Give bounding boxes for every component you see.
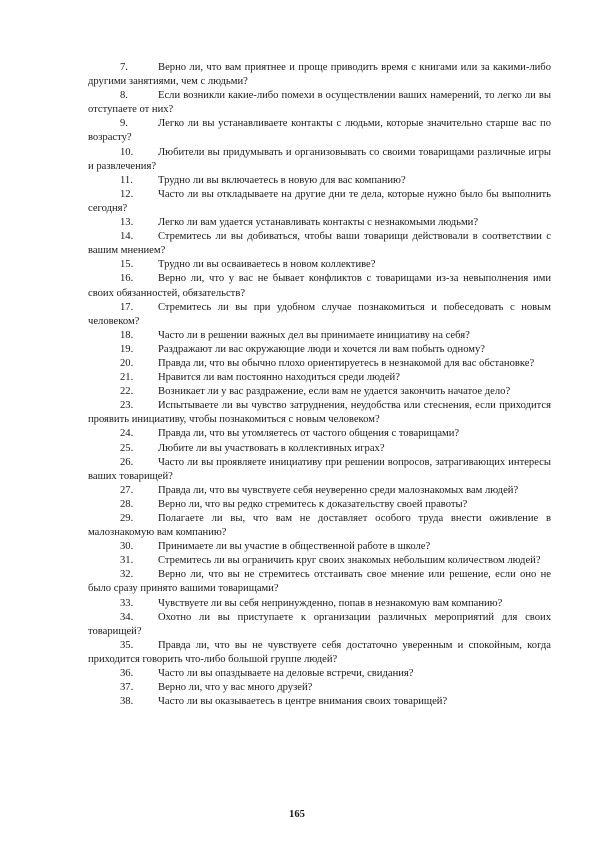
- question-text: Верно ли, что вам приятнее и проще приводить время с книгами или за какими-либо другими занятиями, чем с людьми?: [88, 62, 551, 88]
- question-number: 22.: [120, 386, 134, 398]
- question-number: 11.: [120, 174, 133, 186]
- question-text: Стремитесь ли вы добиваться, чтобы ваши товарищи действовали в соответствии с вашим мнением?: [88, 231, 551, 257]
- question-text: Верно ли, что у вас не бывает конфликтов с товарищами из-за невыполнения ими своих обязанностей, обязательств?: [88, 273, 551, 299]
- question-text: Любите ли вы участвовать в коллективных играх?: [158, 442, 385, 454]
- question-number: 33.: [120, 597, 134, 609]
- question-number: 7.: [120, 62, 128, 73]
- question-number: 37.: [120, 682, 134, 694]
- question-text: Правда ли, что вы обычно плохо ориентируетесь в незнакомой для вас обстановке?: [158, 357, 535, 369]
- question-item: [88, 554, 551, 568]
- question-item: [88, 61, 551, 89]
- question-text: Верно ли, что у вас много друзей?: [158, 682, 313, 694]
- page-number: 165: [289, 809, 305, 820]
- question-item: [88, 258, 551, 272]
- question-number: 18.: [120, 329, 134, 341]
- question-item: [88, 639, 551, 667]
- question-item: [88, 188, 551, 216]
- question-number: 34.: [120, 611, 134, 623]
- question-item: [88, 216, 551, 230]
- question-number: 21.: [120, 372, 134, 384]
- question-item: [88, 442, 551, 456]
- question-number: 38.: [120, 696, 134, 708]
- question-item: [88, 272, 551, 300]
- question-text: Стремитесь ли вы ограничить круг своих знакомых небольшим количеством людей?: [158, 555, 541, 567]
- question-item: [88, 667, 551, 681]
- question-number: 24.: [120, 428, 134, 440]
- question-item: [88, 695, 551, 709]
- question-item: [88, 568, 551, 596]
- question-item: [88, 329, 551, 343]
- question-text: Часто ли вы проявляете инициативу при решении вопросов, затрагивающих интересы ваших товарищей?: [88, 456, 551, 482]
- question-text: Испытываете ли вы чувство затруднения, неудобства или стеснения, если приходится проявить инициативу, чтобы познакомиться с новым человеком?: [88, 400, 551, 426]
- question-item: [88, 357, 551, 371]
- question-text: Любители вы придумывать и организовывать со своими товарищами различные игры и развлечения?: [88, 146, 551, 172]
- question-number: 31.: [120, 555, 134, 567]
- question-text: Легко ли вам удается устанавливать контакты с незнакомыми людьми?: [158, 217, 479, 229]
- question-text: Верно ли, что вы не стремитесь отстаивать свое мнение или решение, если оно не было сразу принято вашими товарищами?: [88, 569, 551, 595]
- question-item: [88, 343, 551, 357]
- question-item: [88, 174, 551, 188]
- question-text: Трудно ли вы осваиваетесь в новом коллективе?: [158, 259, 376, 271]
- question-number: 26.: [120, 456, 134, 468]
- question-item: [88, 681, 551, 695]
- question-item: [88, 540, 551, 554]
- question-item: [88, 117, 551, 145]
- question-text: Трудно ли вы включаетесь в новую для вас компанию?: [158, 174, 406, 186]
- question-text: Раздражают ли вас окружающие люди и хочется ли вам побыть одному?: [158, 343, 486, 355]
- question-text: Правда ли, что вы не чувствуете себя достаточно уверенным и спокойным, когда приходится говорить что-либо большой группе людей?: [88, 639, 551, 665]
- question-item: [88, 399, 551, 427]
- question-text: Правда ли, что вы чувствуете себя неуверенно среди малознакомых вам людей?: [158, 484, 519, 496]
- question-number: 23.: [120, 400, 134, 412]
- question-text: Часто ли вы оказываетесь в центре внимания своих товарищей?: [158, 696, 448, 708]
- question-number: 15.: [120, 259, 134, 271]
- question-number: 19.: [120, 343, 134, 355]
- question-number: 13.: [120, 217, 134, 229]
- question-item: [88, 427, 551, 441]
- question-text: Правда ли, что вы утомляетесь от частого общения с товарищами?: [158, 428, 460, 440]
- question-item: [88, 611, 551, 639]
- question-item: [88, 230, 551, 258]
- question-number: 36.: [120, 668, 134, 680]
- question-number: 9.: [120, 118, 128, 130]
- question-number: 12.: [120, 188, 134, 200]
- question-number: 8.: [120, 90, 128, 102]
- question-number: 28.: [120, 498, 134, 510]
- question-number: 32.: [120, 569, 134, 581]
- question-item: [88, 146, 551, 174]
- question-number: 25.: [120, 442, 134, 454]
- question-item: [88, 484, 551, 498]
- question-number: 35.: [120, 639, 134, 651]
- question-text: Часто ли вы опаздываете на деловые встречи, свидания?: [158, 668, 414, 680]
- question-list: [88, 61, 551, 709]
- question-number: 30.: [120, 541, 134, 553]
- question-text: Легко ли вы устанавливаете контакты с людьми, которые значительно старше вас по возрасту?: [88, 118, 551, 144]
- question-item: [88, 512, 551, 540]
- question-item: [88, 498, 551, 512]
- question-item: [88, 385, 551, 399]
- question-item: [88, 371, 551, 385]
- question-item: [88, 301, 551, 329]
- question-text: Возникает ли у вас раздражение, если вам не удается закончить начатое дело?: [158, 386, 511, 398]
- question-text: Часто ли в решении важных дел вы принимаете инициативу на себя?: [158, 329, 470, 341]
- question-text: Охотно ли вы приступаете к организации различных мероприятий для своих товарищей?: [88, 611, 551, 637]
- question-number: 17.: [120, 301, 134, 313]
- question-item: [88, 456, 551, 484]
- question-number: 14.: [120, 231, 134, 243]
- question-text: Полагаете ли вы, что вам не доставляет особого труда внести оживление в малознакомую вам компанию?: [88, 513, 551, 539]
- question-text: Стремитесь ли вы при удобном случае познакомиться и побеседовать с новым человеком?: [88, 301, 551, 327]
- question-number: 29.: [120, 513, 134, 524]
- question-number: 10.: [120, 146, 134, 158]
- question-number: 27.: [120, 484, 134, 496]
- question-text: Часто ли вы откладываете на другие дни те дела, которые нужно было бы выполнить сегодня?: [88, 188, 551, 214]
- question-number: 16.: [120, 273, 134, 285]
- question-text: Если возникли какие-либо помехи в осуществлении ваших намерений, то легко ли вы отступаете от них?: [88, 90, 551, 116]
- question-number: 20.: [120, 357, 134, 369]
- question-item: [88, 89, 551, 117]
- question-text: Нравится ли вам постоянно находиться среди людей?: [158, 372, 400, 384]
- question-text: Принимаете ли вы участие в общественной работе в школе?: [158, 541, 431, 553]
- question-text: Верно ли, что вы редко стремитесь к доказательству своей правоты?: [158, 498, 468, 510]
- question-text: Чувствуете ли вы себя непринужденно, попав в незнакомую вам компанию?: [158, 597, 503, 609]
- question-item: [88, 597, 551, 611]
